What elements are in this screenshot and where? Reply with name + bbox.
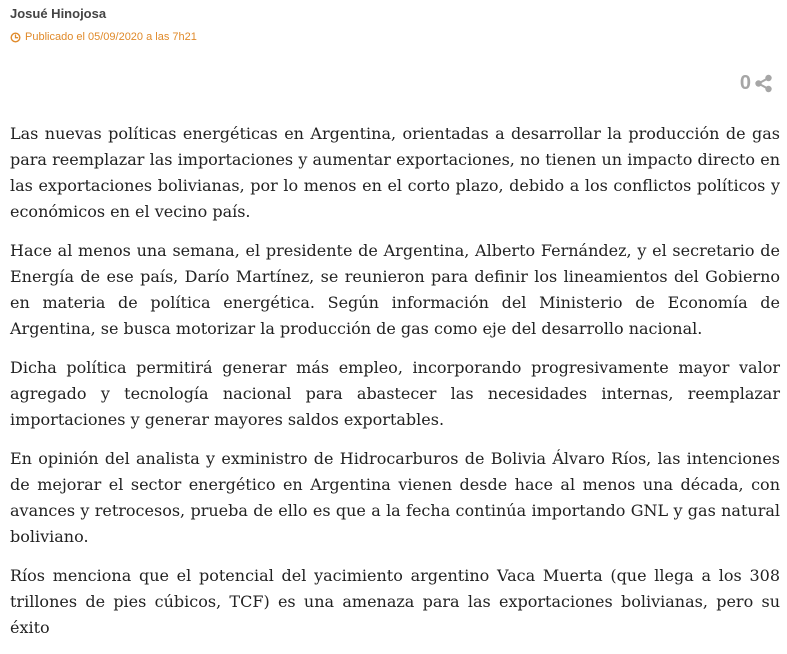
published-date [10, 31, 197, 43]
published-date-text: Publicado el 05/09/2020 a las 7h21 [25, 31, 197, 43]
article-paragraph: Las nuevas políticas energéticas en Argentina, orientadas a desarrollar la producción de gas para reemplazar las importaciones y aumentar exportaciones, no tienen un impacto directo en las exportaciones bolivianas, por lo menos en el corto plazo, debido a los conflictos políticos y económicos en el vecino país. [10, 124, 780, 221]
article-body [10, 121, 780, 654]
article-paragraph: Hace al menos una semana, el presidente de Argentina, Alberto Fernández, y el secretario de Energía de ese país, Darío Martínez, se reunieron para definir los lineamientos del Gobierno en materia de política energética. Según información del Ministerio de Economía de Argentina, se busca motorizar la producción de gas como eje del desarrollo nacional. [10, 241, 780, 338]
share-icon[interactable] [754, 74, 773, 93]
article-paragraph: En opinión del analista y exministro de Hidrocarburos de Bolivia Álvaro Ríos, las intenciones de mejorar el sector energético en Argentina vienen desde hace al menos una década, con avances y retrocesos, prueba de ello es que a la fecha continúa importando GNL y gas natural boliviano. [10, 449, 780, 546]
clock-icon [10, 32, 21, 43]
article-paragraph: Dicha política permitirá generar más empleo, incorporando progresivamente mayor valor agregado y tecnología nacional para abastecer las necesidades internas, reemplazar importaciones y generar mayores saldos exportables. [10, 358, 780, 429]
share-button[interactable] [740, 72, 773, 95]
article-paragraph: Ríos menciona que el potencial del yacimiento argentino Vaca Muerta (que llega a los 308 trillones de pies cúbicos, TCF) es una amenaza para las exportaciones bolivianas, pero su éxito [10, 566, 780, 637]
author-name[interactable]: Josué Hinojosa [10, 6, 107, 21]
share-count: 0 [739, 72, 751, 94]
